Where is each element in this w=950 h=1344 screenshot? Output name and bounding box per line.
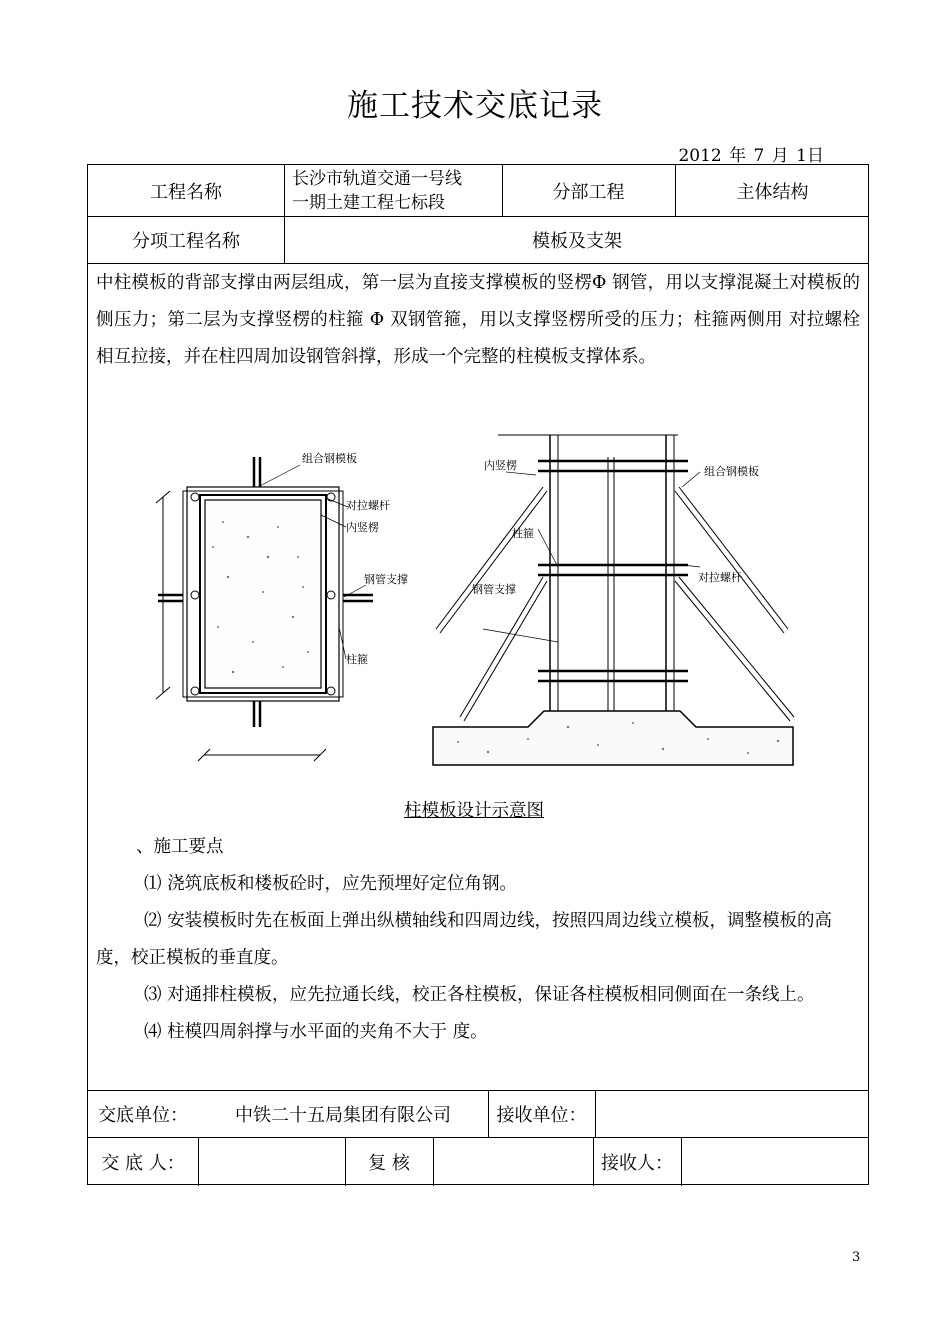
reviewer-label: 复 核 <box>368 1152 410 1174</box>
receiver-field[interactable] <box>681 1137 870 1186</box>
receiver-unit-field[interactable] <box>595 1090 870 1137</box>
plan-label-tie-bolt: 对拉螺杆 <box>346 499 390 512</box>
division-value: 主体结构 <box>736 181 809 203</box>
plan-label-hoop: 柱箍 <box>346 653 368 666</box>
point-3: ⑶ 对通排柱模板，应先拉通长线，校正各柱模板，保证各柱模板相同侧面在一条线上。 <box>144 985 815 1005</box>
figure-caption: 柱模板设计示意图 <box>404 801 544 821</box>
point-2: ⑵ 安装模板时先在板面上弹出纵横轴线和四周边线，按照四周边线立模板，调整模板的高度，校正模板的垂直度。 <box>96 911 833 968</box>
plan-label-pipe-brace: 钢管支撑 <box>364 573 408 586</box>
issuer-value: 中铁二十五局集团有限公司 <box>235 1104 451 1126</box>
column-formwork-diagram <box>88 427 868 787</box>
project-name-line1: 长沙市轨道交通一号线 <box>292 168 462 189</box>
plan-label-inner-stud: 内竖楞 <box>346 521 379 534</box>
project-name-line2: 一期土建工程七标段 <box>292 192 445 213</box>
record-date: 2012 年 7 月 1日 <box>678 146 824 166</box>
elev-label-inner-stud: 内竖楞 <box>484 459 517 472</box>
subdivision-label: 分项工程名称 <box>132 230 240 252</box>
division-label: 分部工程 <box>552 181 625 203</box>
elev-label-formwork: 组合钢模板 <box>704 465 759 478</box>
point-1: ⑴ 浇筑底板和楼板砼时，应先预埋好定位角钢。 <box>144 874 518 894</box>
elev-label-tie-bolt: 对拉螺杆 <box>698 571 742 584</box>
receiver-label: 接收人： <box>601 1152 673 1174</box>
project-name-label: 工程名称 <box>150 181 222 203</box>
page-number: 3 <box>852 1250 861 1265</box>
reviewer-field[interactable] <box>433 1137 593 1186</box>
point-4: ⑷ 柱模四周斜撑与水平面的夹角不大于 度。 <box>144 1022 488 1042</box>
project-name-value <box>292 165 502 216</box>
plan-label-formwork: 组合钢模板 <box>302 452 357 465</box>
record-table <box>87 164 869 1185</box>
construction-points <box>96 829 860 1051</box>
points-heading: 、施工要点 <box>136 837 224 857</box>
plan-view <box>156 457 373 761</box>
subdivision-value: 模板及支架 <box>532 230 622 252</box>
elev-label-hoop: 柱箍 <box>512 527 534 540</box>
receiver-unit-label: 接收单位： <box>496 1104 587 1126</box>
presenter-label: 交 底 人： <box>101 1152 185 1174</box>
elev-label-pipe-brace: 钢管支撑 <box>472 583 516 596</box>
presenter-field[interactable] <box>198 1137 345 1186</box>
elevation-view <box>433 435 794 765</box>
page-title: 施工技术交底记录 <box>347 88 603 124</box>
issuer-label: 交底单位： <box>98 1104 188 1126</box>
intro-paragraph: 中柱模板的背部支撑由两层组成，第一层为直接支撑模板的竖楞Φ 钢管，用以支撑混凝土对模板的侧压力；第二层为支撑竖楞的柱箍 Φ 双钢管箍，用以支撑竖楞所受的压力；柱箍两侧用 对拉螺栓相互拉接，并在柱四周加设钢管斜撑，形成一个完整的柱模板支撑体系。 <box>96 273 860 367</box>
